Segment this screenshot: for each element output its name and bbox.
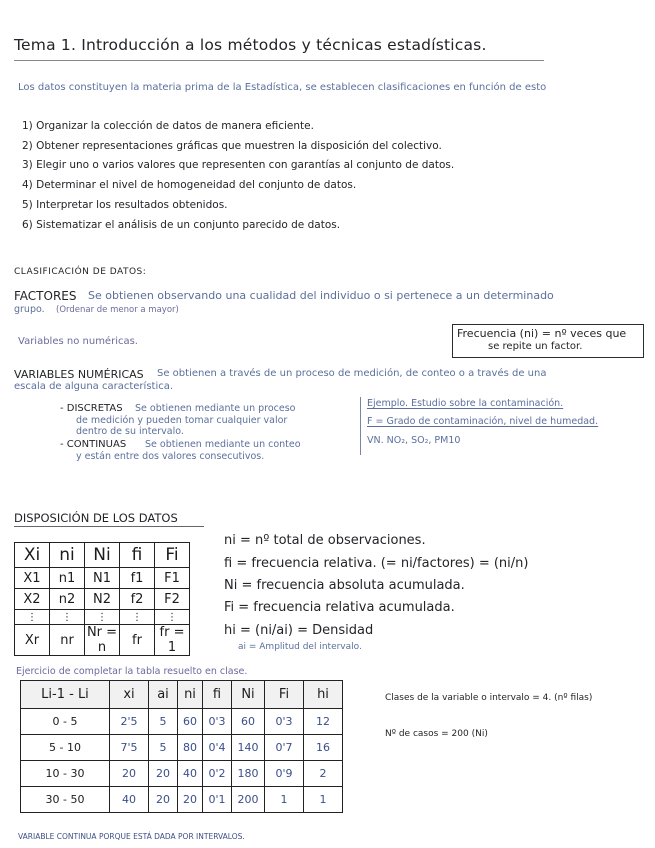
cell: 80 [178,735,203,761]
cell: 0 - 5 [21,709,110,735]
cell: ⋮ [155,610,190,625]
table-row [21,761,343,787]
cell: 20 [178,787,203,813]
header-Fi: Fi [155,543,190,568]
header-xi: xi [110,681,149,709]
header-interval: Li-1 - Li [21,681,110,709]
table-row [15,610,190,625]
cell: 40 [110,787,149,813]
factores-text: Se obtienen observando una cualidad del individuo o si pertenece a un determinado [88,289,554,302]
cell: 20 [149,761,178,787]
definition-Fi: Fi = frecuencia relativa acumulada. [224,600,455,615]
variables-numericas-text-2: escala de alguna característica. [14,381,174,392]
cell: 2 [304,761,343,787]
example-vn: VN. NO₂, SO₂, PM10 [367,435,461,446]
table-row [15,568,190,589]
table-row [21,709,343,735]
header-hi: hi [304,681,343,709]
objective-3: 3) Elegir uno o varios valores que representen con garantías al conjunto de datos. [22,159,455,171]
cell: 0'1 [203,787,232,813]
exercise-table [20,680,343,813]
cell: n1 [50,568,85,589]
table-row [15,589,190,610]
note-classes: Clases de la variable o intervalo = 4. (nº filas) [385,693,593,703]
header-xi: Xi [15,543,50,568]
exercise-heading: Ejercicio de completar la tabla resuelto en clase. [16,666,248,677]
no-numeric-label: Variables no numéricas. [18,336,138,347]
cell: 1 [265,787,304,813]
continuas-text-2: y están entre dos valores consecutivos. [76,451,265,462]
cell: X1 [15,568,50,589]
cell: 20 [149,787,178,813]
exercise-footer: VARIABLE CONTINUA PORQUE ESTÁ DADA POR INTERVALOS. [18,832,245,841]
cell: 2'5 [110,709,149,735]
cell: 1 [304,787,343,813]
intro-text: Los datos constituyen la materia prima de la Estadística, se establecen clasificaciones en función de esto [18,82,547,93]
discretas-text-1: Se obtienen mediante un proceso [135,403,296,414]
header-Ni: Ni [85,543,120,568]
cell: f1 [120,568,155,589]
header-Fi: Fi [265,681,304,709]
table-row [21,787,343,813]
cell: 60 [232,709,265,735]
definition-hi: hi = (ni/ai) = Densidad [224,623,374,638]
cell: 12 [304,709,343,735]
cell: 60 [178,709,203,735]
cell: fr [120,625,155,656]
continuas-text-1: Se obtienen mediante un conteo [145,439,301,450]
cell: Xr [15,625,50,656]
cell: 10 - 30 [21,761,110,787]
definition-fi: fi = frecuencia relativa. (= ni/factores) = (ni/n) [224,556,529,571]
cell: 180 [232,761,265,787]
cell: n2 [50,589,85,610]
table-row [21,735,343,761]
cell: 20 [110,761,149,787]
cell: X2 [15,589,50,610]
notation-table [14,542,190,656]
cell: 7'5 [110,735,149,761]
cell: ⋮ [15,610,50,625]
cell: 200 [232,787,265,813]
discretas-text-3: dentro de su intervalo. [76,426,184,437]
note-cases: Nº de casos = 200 (Ni) [385,729,488,739]
discretas-text-2: de medición y pueden tomar cualquier valor [76,415,288,426]
cell: N2 [85,589,120,610]
frequency-line-2: se repite un factor. [488,341,583,352]
header-ni: ni [50,543,85,568]
disposition-underline [14,526,204,527]
objective-1: 1) Organizar la colección de datos de manera eficiente. [22,120,314,132]
cell: fr = 1 [155,625,190,656]
exercise-header-row [21,681,343,709]
header-ai: ai [149,681,178,709]
cell: 5 - 10 [21,735,110,761]
header-ni: ni [178,681,203,709]
continuas-label: - CONTINUAS [60,439,127,450]
cell: 140 [232,735,265,761]
cell: 40 [178,761,203,787]
example-f: F = Grado de contaminación, nivel de humedad. [367,416,599,427]
cell: ⋮ [50,610,85,625]
cell: ⋮ [85,610,120,625]
notation-header-row [15,543,190,568]
header-Ni: Ni [232,681,265,709]
page-title: Tema 1. Introducción a los métodos y técnicas estadísticas. [14,36,487,54]
factores-label: FACTORES [14,289,77,303]
variables-numericas-text: Se obtienen a través de un proceso de medición, de conteo o a través de una [157,368,547,379]
title-underline [14,60,544,61]
cell: 30 - 50 [21,787,110,813]
cell: 0'2 [203,761,232,787]
discretas-label: - DISCRETAS [60,403,123,414]
disposition-heading: DISPOSICIÓN DE LOS DATOS [14,511,178,525]
cell: nr [50,625,85,656]
cell: 16 [304,735,343,761]
objective-2: 2) Obtener representaciones gráficas que muestren la disposición del colectivo. [22,140,442,152]
table-row [15,625,190,656]
cell: 5 [149,709,178,735]
factores-text-2: grupo. [14,304,45,315]
cell: N1 [85,568,120,589]
cell: 0'7 [265,735,304,761]
cell: F1 [155,568,190,589]
cell: f2 [120,589,155,610]
objective-5: 5) Interpretar los resultados obtenidos. [22,199,228,211]
definition-Ni: Ni = frecuencia absoluta acumulada. [224,578,465,593]
cell: ⋮ [120,610,155,625]
example-title: Ejemplo. Estudio sobre la contaminación. [367,398,564,409]
cell: F2 [155,589,190,610]
classification-heading: CLASIFICACIÓN DE DATOS: [14,267,147,277]
cell: 0'3 [265,709,304,735]
cell: 0'9 [265,761,304,787]
variables-numericas-label: VARIABLES NUMÉRICAS [14,368,144,381]
definition-ni: ni = nº total de observaciones. [224,533,426,548]
header-fi: fi [120,543,155,568]
cell: 0'4 [203,735,232,761]
definition-ai: ai = Amplitud del intervalo. [238,642,362,652]
cell: 5 [149,735,178,761]
frequency-line-1: Frecuencia (ni) = nº veces que [457,327,627,340]
objective-4: 4) Determinar el nivel de homogeneidad del conjunto de datos. [22,179,357,191]
example-divider [360,397,361,455]
cell: 0'3 [203,709,232,735]
header-fi: fi [203,681,232,709]
objective-6: 6) Sistematizar el análisis de un conjunto parecido de datos. [22,219,341,231]
cell: Nr = n [85,625,120,656]
factores-order: (Ordenar de menor a mayor) [56,305,179,315]
